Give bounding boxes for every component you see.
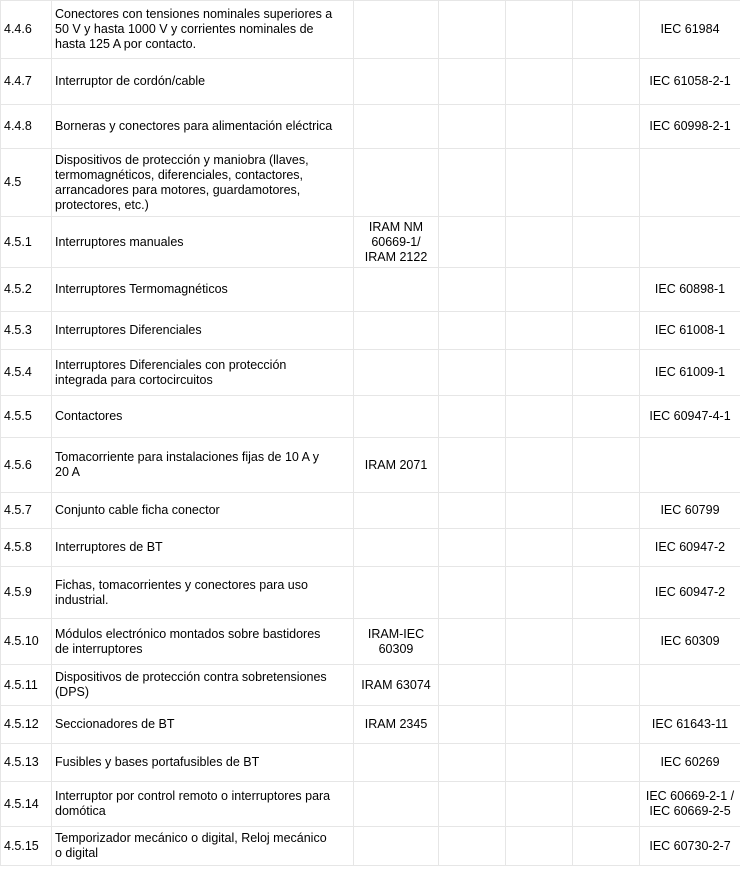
item-description: Temporizador mecánico o digital, Reloj mecánico o digital [52,827,354,866]
item-number: 4.5.2 [1,268,52,312]
iec-standard [640,217,740,268]
item-description: Borneras y conectores para alimentación eléctrica [52,105,354,149]
empty-cell [573,350,640,396]
item-number: 4.4.8 [1,105,52,149]
empty-cell [439,268,506,312]
table-row [1,396,740,438]
empty-cell [573,105,640,149]
empty-cell [573,149,640,217]
table-row [1,59,740,105]
iram-standard [354,493,439,529]
empty-cell [506,493,573,529]
table-row [1,827,740,866]
iram-standard: IRAM 2345 [354,706,439,744]
empty-cell [573,665,640,706]
item-number: 4.5.5 [1,396,52,438]
empty-cell [506,1,573,59]
empty-cell [506,59,573,105]
empty-cell [573,217,640,268]
item-description: Interruptores Diferenciales [52,312,354,350]
item-number: 4.5.1 [1,217,52,268]
iec-standard [640,149,740,217]
item-number: 4.5.12 [1,706,52,744]
empty-cell [506,438,573,493]
item-description: Dispositivos de protección contra sobretensiones (DPS) [52,665,354,706]
iec-standard: IEC 61984 [640,1,740,59]
iram-standard [354,567,439,619]
empty-cell [506,619,573,665]
empty-cell [506,268,573,312]
empty-cell [439,567,506,619]
empty-cell [439,706,506,744]
empty-cell [506,706,573,744]
item-description: Dispositivos de protección y maniobra (llaves, termomagnéticos, diferenciales, contactores, arrancadores para motores, guardamotores, protectores, etc.) [52,149,354,217]
iram-standard: IRAM 2071 [354,438,439,493]
iec-standard: IEC 60998-2-1 [640,105,740,149]
iec-standard: IEC 60269 [640,744,740,782]
iec-standard: IEC 60947-4-1 [640,396,740,438]
empty-cell [573,827,640,866]
empty-cell [506,782,573,827]
item-number: 4.5.11 [1,665,52,706]
iram-standard [354,59,439,105]
empty-cell [439,827,506,866]
item-description: Tomacorriente para instalaciones fijas de 10 A y 20 A [52,438,354,493]
iram-standard [354,396,439,438]
empty-cell [439,744,506,782]
empty-cell [439,312,506,350]
empty-cell [439,350,506,396]
table-row [1,105,740,149]
iec-standard: IEC 60309 [640,619,740,665]
table-row [1,529,740,567]
iec-standard: IEC 60799 [640,493,740,529]
item-description: Conectores con tensiones nominales superiores a 50 V y hasta 1000 V y corrientes nominales de hasta 125 A por contacto. [52,1,354,59]
iec-standard: IEC 61008-1 [640,312,740,350]
empty-cell [573,706,640,744]
item-number: 4.5.7 [1,493,52,529]
empty-cell [573,1,640,59]
table-row [1,312,740,350]
item-number: 4.5.8 [1,529,52,567]
item-number: 4.5.4 [1,350,52,396]
item-number: 4.5.6 [1,438,52,493]
iram-standard [354,149,439,217]
empty-cell [439,396,506,438]
table-row [1,744,740,782]
empty-cell [573,268,640,312]
item-number: 4.5.10 [1,619,52,665]
iram-standard [354,1,439,59]
table-row [1,217,740,268]
iram-standard [354,268,439,312]
item-number: 4.4.6 [1,1,52,59]
item-number: 4.5.13 [1,744,52,782]
empty-cell [573,529,640,567]
item-number: 4.5.14 [1,782,52,827]
empty-cell [439,438,506,493]
iec-standard: IEC 61009-1 [640,350,740,396]
empty-cell [439,782,506,827]
table-row [1,706,740,744]
empty-cell [439,1,506,59]
item-description: Interruptor de cordón/cable [52,59,354,105]
item-description: Interruptores Diferenciales con protección integrada para cortocircuitos [52,350,354,396]
table-row [1,268,740,312]
iram-standard [354,350,439,396]
empty-cell [439,105,506,149]
table-row [1,350,740,396]
empty-cell [439,217,506,268]
iram-standard [354,529,439,567]
empty-cell [573,782,640,827]
item-description: Interruptores manuales [52,217,354,268]
empty-cell [573,567,640,619]
iec-standard [640,438,740,493]
table-row [1,782,740,827]
empty-cell [506,350,573,396]
iram-standard [354,827,439,866]
item-description: Fusibles y bases portafusibles de BT [52,744,354,782]
table-row [1,438,740,493]
empty-cell [573,312,640,350]
item-description: Contactores [52,396,354,438]
empty-cell [439,493,506,529]
iec-standard [640,665,740,706]
empty-cell [506,217,573,268]
iec-standard: IEC 61058-2-1 [640,59,740,105]
iram-standard [354,312,439,350]
empty-cell [506,827,573,866]
iec-standard: IEC 60730-2-7 [640,827,740,866]
item-description: Interruptores de BT [52,529,354,567]
iec-standard: IEC 60669-2-1 / IEC 60669-2-5 [640,782,740,827]
item-description: Interruptores Termomagnéticos [52,268,354,312]
empty-cell [506,567,573,619]
iec-standard: IEC 60898-1 [640,268,740,312]
empty-cell [506,312,573,350]
item-number: 4.5 [1,149,52,217]
empty-cell [439,529,506,567]
item-number: 4.5.3 [1,312,52,350]
empty-cell [439,619,506,665]
iram-standard [354,105,439,149]
iram-standard: IRAM-IEC 60309 [354,619,439,665]
iram-standard [354,744,439,782]
item-description: Conjunto cable ficha conector [52,493,354,529]
item-description: Seccionadores de BT [52,706,354,744]
item-number: 4.4.7 [1,59,52,105]
table-row [1,493,740,529]
empty-cell [573,396,640,438]
empty-cell [573,59,640,105]
empty-cell [506,105,573,149]
empty-cell [573,744,640,782]
empty-cell [506,396,573,438]
iec-standard: IEC 60947-2 [640,529,740,567]
empty-cell [573,493,640,529]
empty-cell [439,665,506,706]
iec-standard: IEC 60947-2 [640,567,740,619]
table-row [1,619,740,665]
iram-standard: IRAM NM 60669-1/ IRAM 2122 [354,217,439,268]
iec-standard: IEC 61643-11 [640,706,740,744]
item-description: Interruptor por control remoto o interruptores para domótica [52,782,354,827]
empty-cell [573,619,640,665]
table-row [1,665,740,706]
empty-cell [439,149,506,217]
table-row [1,1,740,59]
item-number: 4.5.9 [1,567,52,619]
empty-cell [506,149,573,217]
iram-standard [354,782,439,827]
empty-cell [439,59,506,105]
item-description: Fichas, tomacorrientes y conectores para uso industrial. [52,567,354,619]
item-number: 4.5.15 [1,827,52,866]
empty-cell [573,438,640,493]
empty-cell [506,744,573,782]
table-row [1,149,740,217]
empty-cell [506,665,573,706]
empty-cell [506,529,573,567]
item-description: Módulos electrónico montados sobre bastidores de interruptores [52,619,354,665]
table-row [1,567,740,619]
iram-standard: IRAM 63074 [354,665,439,706]
